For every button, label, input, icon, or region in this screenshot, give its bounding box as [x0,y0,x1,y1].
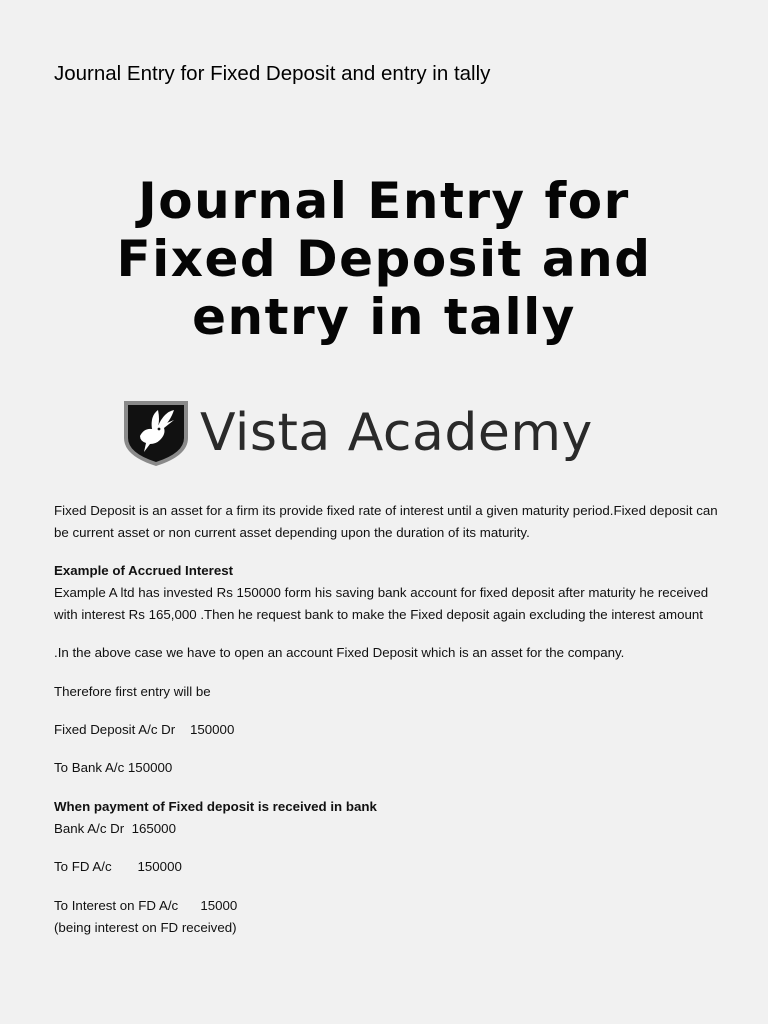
banner-line-1: Journal Entry for [138,172,630,230]
banner-title [0,172,768,346]
logo-text: Vista Academy [200,403,593,463]
article-body [54,500,724,939]
entry2-debit-line: Bank A/c Dr 165000 [54,820,176,836]
banner-line-3: entry in tally [192,288,576,346]
entry1-credit-line: To Bank A/c 150000 [54,760,173,776]
intro-paragraph: Fixed Deposit is an asset for a firm its provide fixed rate of interest until a given maturity period.Fixed deposit can be current asset or non current asset depending upon the duration of its maturity. [54,503,718,541]
payment-heading: When payment of Fixed deposit is received in bank [54,798,377,814]
entry2-narration: (being interest on FD received) [54,919,237,935]
example-paragraph: Example A ltd has invested Rs 150000 form his saving bank account for fixed deposit after maturity he received with interest Rs 165,000 .Then he request bank to make the Fixed deposit again excluding the interest amount [54,584,709,623]
banner-line-2: Fixed Deposit and [116,230,652,288]
entry2-credit-fd-line: To FD A/c 150000 [54,859,182,875]
entry2-credit-interest-line: To Interest on FD A/c 15000 [54,897,238,913]
entry1-debit-line: Fixed Deposit A/c Dr 150000 [54,722,235,738]
first-entry-intro: Therefore first entry will be [54,683,211,699]
hummingbird-shield-icon [122,398,190,468]
example-heading: Example of Accrued Interest [54,562,234,578]
case-paragraph: .In the above case we have to open an account Fixed Deposit which is an asset for the company. [54,645,625,661]
page-title: Journal Entry for Fixed Deposit and entry in tally [54,62,491,85]
vista-academy-logo [122,398,642,470]
